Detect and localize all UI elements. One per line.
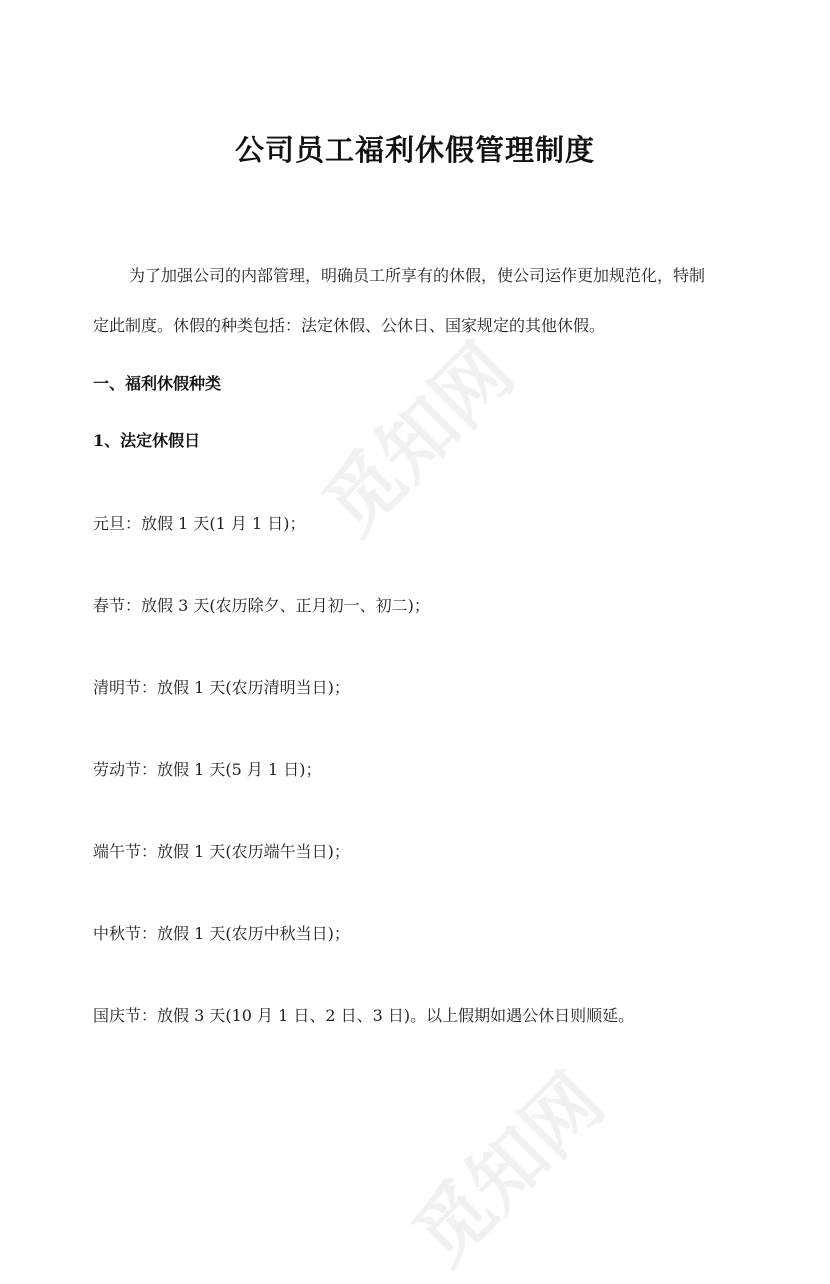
intro-text-2: 定此制度。休假的种类包括：法定休假、公休日、国家规定的其他休假。 [93,316,606,335]
watermark-text: 觅知网 [306,326,531,551]
holiday-line: 国庆节：放假 3 天(10 月 1 日、2 日、3 日)。以上假期如遇公休日则顺延。 [93,1006,635,1025]
holiday-line: 中秋节：放假 1 天(农历中秋当日)； [93,924,350,943]
document-title: 公司员工福利休假管理制度 [234,133,595,167]
intro-paragraph-line-1 [93,263,743,286]
holiday-line: 春节：放假 3 天(农历除夕、正月初一、初二)； [93,596,430,615]
holiday-line: 清明节：放假 1 天(农历清明当日)； [93,678,350,697]
subsection-heading: 1、法定休假日 [93,431,201,450]
intro-paragraph-line-2 [93,313,743,336]
holiday-line: 端午节：放假 1 天(农历端午当日)； [93,842,350,861]
holiday-line: 劳动节：放假 1 天(5 月 1 日)； [93,760,322,779]
intro-text-1: 为了加强公司的内部管理，明确员工所享有的休假，使公司运作更加规范化，特制 [129,266,706,285]
section-heading: 一、福利休假种类 [93,374,222,393]
watermark-text-bottom: 觅知网 [396,1056,621,1281]
holiday-line: 元旦：放假 1 天(1 月 1 日)； [93,514,306,533]
